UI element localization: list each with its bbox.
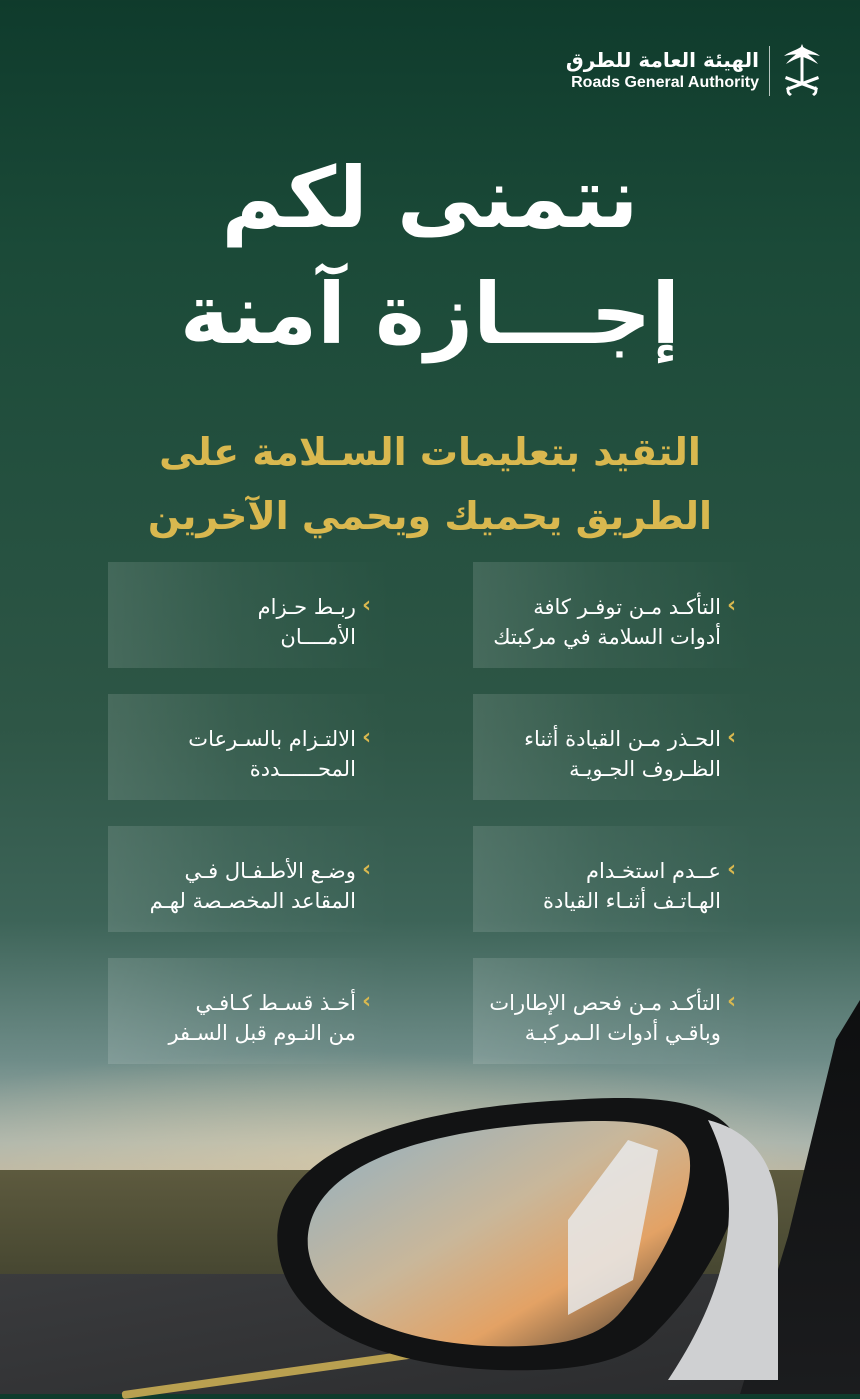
tip-line-1: ربـط حـزام [257,595,356,619]
tip-text [524,724,721,784]
safety-tip [473,826,758,932]
chevron-icon: ‹ [726,725,736,750]
logo-english-name: Roads General Authority [571,74,759,91]
tip-text [168,988,355,1048]
main-headline [0,140,860,372]
tip-line-2: وباقـي أدوات الـمركبـة [524,1021,721,1045]
tip-line-1: التأكـد مـن توفـر كافة [533,595,721,619]
tip-text [258,592,356,652]
safety-tip [473,562,758,668]
tip-line-1: الالتـزام بالسـرعات [188,727,356,751]
safety-tip [108,562,393,668]
tip-text [150,856,356,916]
chevron-icon: ‹ [361,593,371,618]
tip-text [489,988,721,1048]
safety-tip [108,826,393,932]
tip-line-2: أدوات السلامة في مركبتك [493,625,721,649]
safety-tip [108,694,393,800]
tip-line-1: وضـع الأطـفـال فـي [184,859,356,883]
rga-logo [566,42,824,100]
safety-subheadline [0,420,860,548]
tip-line-1: الحـذر مـن القيادة أثناء [524,727,721,751]
side-mirror-icon [238,1080,778,1380]
safety-tip [108,958,393,1064]
safety-tips-grid [108,562,758,1064]
chevron-icon: ‹ [361,857,371,882]
tip-line-2: المقاعد المخصـصة لهـم [149,889,356,913]
chevron-icon: ‹ [726,857,736,882]
headline-line-2: إجـــازة آمنة [179,265,681,363]
tip-text [493,592,721,652]
tip-line-1: أخـذ قسـط كـافـي [195,991,356,1015]
tip-line-2: المحــــــددة [249,757,356,781]
safety-tip [473,694,758,800]
tip-line-2: الأمــــان [280,625,356,649]
palm-swords-emblem-icon [780,42,824,100]
tip-text [543,856,721,916]
chevron-icon: ‹ [361,725,371,750]
tip-line-1: عــدم استخـدام [586,859,721,883]
subline-line-1: التقيد بتعليمات السـلامة على [159,430,701,474]
logo-text [566,48,759,94]
tip-text [188,724,356,784]
chevron-icon: ‹ [361,989,371,1014]
subline-line-2: الطريق يحميك ويحمي الآخرين [147,494,713,538]
tip-line-2: الظـروف الجـويـة [569,757,721,781]
chevron-icon: ‹ [726,593,736,618]
headline-line-1: نتمنى لكم [221,149,639,247]
safety-tip [473,958,758,1064]
logo-arabic-name: الهيئة العامة للطرق [565,48,759,72]
tip-line-1: التأكـد مـن فحص الإطارات [489,991,721,1015]
tip-line-2: الهـاتـف أثنـاء القيادة [542,889,721,913]
tip-line-2: من النـوم قبل السـفر [168,1021,356,1045]
logo-divider [769,46,770,96]
chevron-icon: ‹ [726,989,736,1014]
